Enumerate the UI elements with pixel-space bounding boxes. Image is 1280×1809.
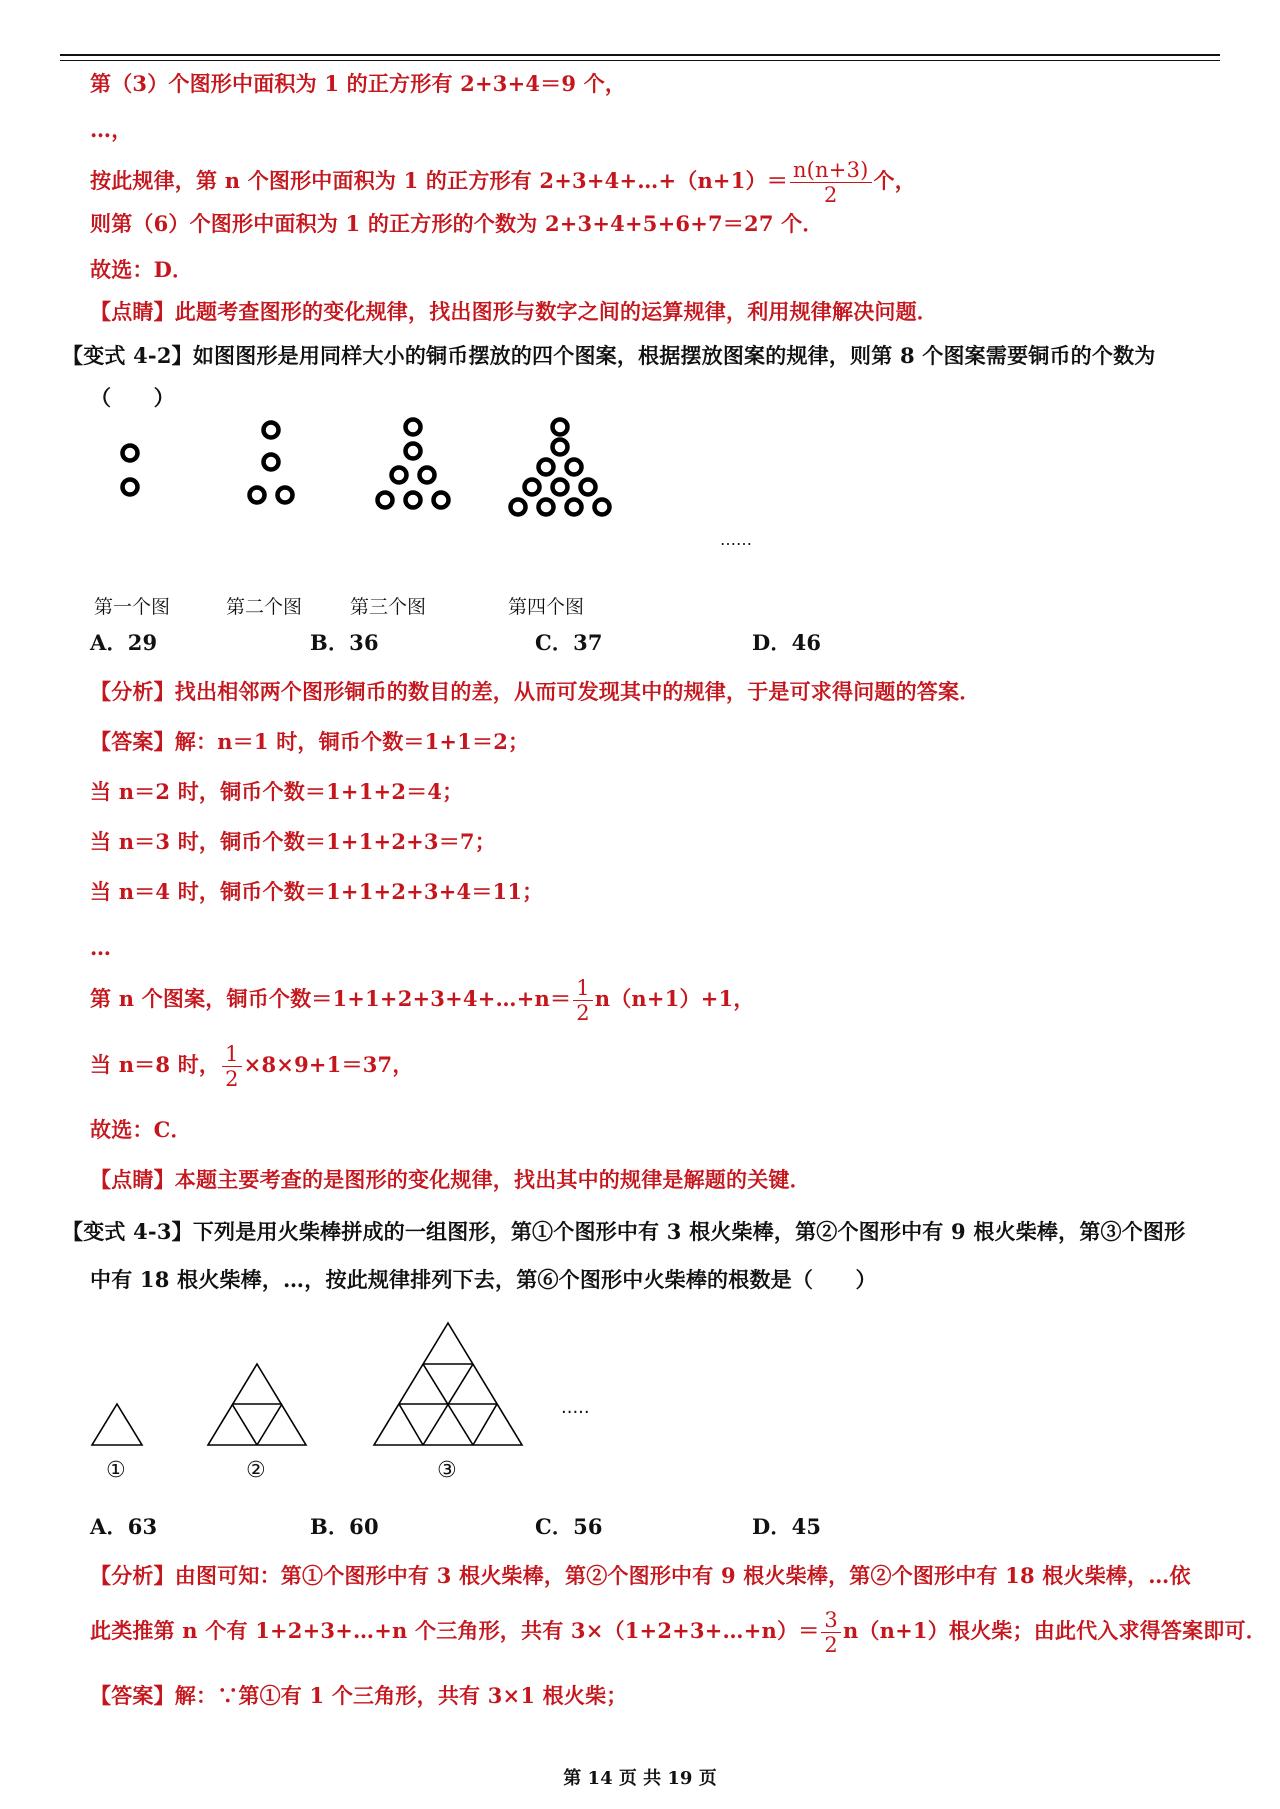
- fraction-numerator: 3: [821, 1608, 841, 1633]
- formula-line: [90, 1042, 414, 1091]
- fraction-denominator: 2: [823, 183, 838, 207]
- answer-line: 当 n＝2 时，铜币个数＝1+1+2＝4；: [90, 779, 464, 804]
- formula-text: 按此规律，第 n 个图形中面积为 1 的正方形有 2+3+4+…+（n+1）＝: [90, 168, 788, 193]
- option-b: B．60: [310, 1514, 379, 1539]
- option-c: C．56: [535, 1514, 603, 1539]
- header-rule-thin: [60, 60, 1220, 61]
- option-d: D．45: [752, 1514, 822, 1539]
- triangle-continuation: ·····: [561, 1402, 590, 1423]
- formula-line: [90, 158, 916, 207]
- fraction: [790, 158, 872, 207]
- caption-figure-1: 第一个图: [94, 596, 171, 618]
- question-bracket: （ ）: [90, 385, 175, 410]
- fraction: [222, 1042, 242, 1091]
- answer-line: 当 n＝3 时，铜币个数＝1+1+2+3＝7；: [90, 829, 496, 854]
- analysis-line: 【分析】由图可知：第①个图形中有 3 根火柴棒，第②个图形中有 9 根火柴棒，第②个图形中有 18 根火柴棒，…依: [90, 1563, 1191, 1588]
- formula-tail: n（n+1）根火柴；由此代入求得答案即可．: [842, 1618, 1267, 1643]
- solution-line: 第（3）个图形中面积为 1 的正方形有 2+3+4＝9 个，: [90, 71, 627, 96]
- coin-pattern-3: [378, 420, 449, 508]
- formula-line: [90, 1608, 1267, 1657]
- triangle-figure-1: [92, 1404, 142, 1445]
- formula-tail: n（n+1）+1，: [594, 986, 755, 1011]
- page-number: 第 14 页 共 19 页: [563, 1768, 717, 1789]
- coin-pattern-2: [250, 423, 293, 503]
- coin-pattern-4: [511, 420, 610, 515]
- comment-line: 【点睛】本题主要考查的是图形的变化规律，找出其中的规律是解题的关键．: [90, 1167, 811, 1192]
- fraction-denominator: 2: [225, 1067, 239, 1091]
- triangle-figure-2: [208, 1364, 306, 1445]
- caption-figure-2: 第二个图: [226, 596, 303, 618]
- caption-triangle-2: ②: [246, 1458, 266, 1483]
- choice-line: 故选：C．: [90, 1117, 192, 1142]
- answer-line: 【答案】解：∵第①有 1 个三角形，共有 3×1 根火柴；: [90, 1683, 628, 1708]
- fraction: [821, 1608, 841, 1657]
- answer-line: 当 n＝4 时，铜币个数＝1+1+2+3+4＝11；: [90, 879, 544, 904]
- formula-tail: 个，: [873, 168, 916, 193]
- fraction-denominator: 2: [576, 1001, 590, 1025]
- option-a: A．29: [90, 630, 158, 655]
- formula-text: 第 n 个图案，铜币个数＝1+1+2+3+4+…+n＝: [90, 986, 572, 1011]
- answer-line: 【答案】解：n＝1 时，铜币个数＝1+1＝2；: [90, 729, 530, 754]
- question-4-3-cont: 中有 18 根火柴棒，…，按此规律排列下去，第⑥个图形中火柴棒的根数是（ ）: [90, 1267, 877, 1292]
- question-4-3: 【变式 4-3】下列是用火柴棒拼成的一组图形，第①个图形中有 3 根火柴棒，第②个图形中有 9 根火柴棒，第③个图形: [62, 1219, 1186, 1244]
- coin-pattern-1: [123, 446, 138, 495]
- option-c: C．37: [535, 630, 603, 655]
- matchstick-figures-svg: [0, 1318, 640, 1458]
- caption-figure-3: 第三个图: [350, 596, 427, 618]
- formula-line: [90, 976, 755, 1025]
- caption-figure-4: 第四个图: [508, 596, 585, 618]
- formula-text: 此类推第 n 个有 1+2+3+…+n 个三角形，共有 3×（1+2+3+…+n）＝: [90, 1618, 820, 1643]
- coin-figures: [0, 415, 800, 525]
- matchstick-figures: [0, 1318, 640, 1458]
- caption-triangle-3: ③: [437, 1458, 457, 1483]
- ellipsis-line: …，: [90, 117, 133, 142]
- fraction-numerator: 1: [573, 976, 593, 1001]
- option-b: B．36: [310, 630, 379, 655]
- analysis-line: 【分析】找出相邻两个图形铜币的数目的差，从而可发现其中的规律，于是可求得问题的答案．: [90, 679, 981, 704]
- triangle-figure-3: [374, 1323, 522, 1445]
- formula-text: 当 n＝8 时，: [90, 1052, 221, 1077]
- fraction-numerator: 1: [222, 1042, 242, 1067]
- option-d: D．46: [752, 630, 822, 655]
- ellipsis-line: …: [90, 935, 112, 960]
- formula-tail: ×8×9+1＝37，: [243, 1052, 414, 1077]
- fraction: [573, 976, 593, 1025]
- comment-line: 【点睛】此题考查图形的变化规律，找出图形与数字之间的运算规律，利用规律解决问题．: [90, 299, 938, 324]
- solution-line: 则第（6）个图形中面积为 1 的正方形的个数为 2+3+4+5+6+7＝27 个．: [90, 211, 824, 236]
- option-a: A．63: [90, 1514, 158, 1539]
- caption-triangle-1: ①: [106, 1458, 126, 1483]
- choice-line: 故选：D．: [90, 257, 194, 282]
- header-rule: [60, 54, 1220, 56]
- fraction-numerator: n(n+3): [790, 158, 872, 183]
- question-4-2: 【变式 4-2】如图图形是用同样大小的铜币摆放的四个图案，根据摆放图案的规律，则第 8 个图案需要铜币的个数为: [62, 343, 1156, 368]
- fraction-denominator: 2: [824, 1633, 838, 1657]
- coin-figures-svg: [0, 415, 800, 525]
- coin-continuation: ……: [720, 530, 752, 549]
